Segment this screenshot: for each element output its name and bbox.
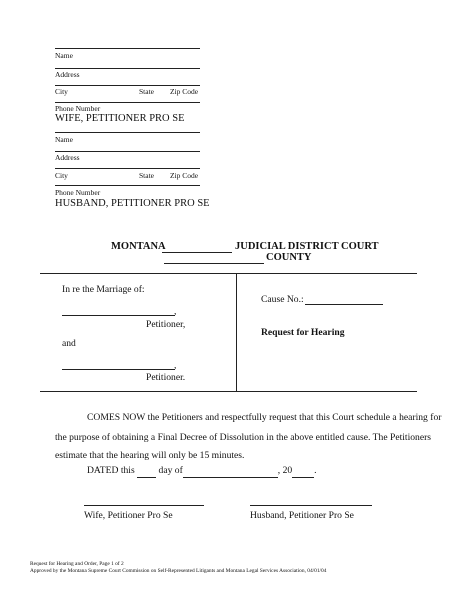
wife-zip-label: Zip Code [170,87,199,96]
year-blank[interactable] [292,465,314,478]
year-prefix: , 20 [277,465,293,476]
county-blank[interactable] [164,263,264,264]
husband-city-label: City [55,171,68,180]
husband-zip-label: Zip Code [170,171,199,180]
court-county: COUNTY [266,252,312,263]
husband-state-label: State [139,171,154,180]
cause-number-blank[interactable] [305,304,383,305]
husband-signature-line[interactable] [250,505,372,506]
wife-state-label: State [139,87,154,96]
wife-address-line[interactable] [55,68,200,69]
caption-bottom-rule [40,391,417,392]
wife-name-label: Name [55,51,73,60]
body-line-2: the purpose of obtaining a Final Decree of Dissolution in the above entitled cause. The Petitioners [55,432,432,443]
body-line-1: COMES NOW the Petitioners and respectfully request that this Court schedule a hearing for [87,412,442,423]
husband-address-label: Address [55,153,80,162]
husband-name-line[interactable] [55,132,200,133]
wife-name-line[interactable] [55,48,200,49]
day-blank[interactable] [137,465,156,478]
husband-signature-label: Husband, Petitioner Pro Se [250,510,354,521]
husband-name-label: Name [55,135,73,144]
marriage-label: In re the Marriage of: [62,284,145,295]
petitioner1-comma: , [174,306,177,317]
dated-label: DATED this [87,465,135,476]
and-label: and [62,338,76,349]
husband-city-line[interactable] [55,168,200,169]
petitioner1-label: Petitioner, [146,319,186,330]
wife-phone-label: Phone Number [55,104,101,113]
district-blank[interactable] [162,252,232,253]
petitioner2-blank[interactable] [62,369,175,370]
court-name: JUDICIAL DISTRICT COURT [235,241,379,252]
wife-phone-line[interactable] [55,102,200,103]
petitioner2-label: Petitioner. [146,372,186,383]
wife-address-label: Address [55,70,80,79]
petitioner1-blank[interactable] [62,315,175,316]
wife-role-label: WIFE, PETITIONER PRO SE [55,113,185,124]
husband-phone-line[interactable] [55,185,200,186]
petitioner2-comma: , [174,360,177,371]
husband-phone-label: Phone Number [55,188,101,197]
caption-top-rule [40,273,417,274]
footer-line-1: Request for Hearing and Order, Page 1 of 2 [30,561,124,567]
wife-signature-label: Wife, Petitioner Pro Se [84,510,173,521]
document-title: Request for Hearing [261,327,345,338]
wife-city-label: City [55,87,68,96]
husband-role-label: HUSBAND, PETITIONER PRO SE [55,198,210,209]
footer-line-2: Approved by the Montana Supreme Court Commission on Self-Represented Litigants and Montana Legal Services Association, 04/01/04 [30,568,327,574]
husband-address-line[interactable] [55,151,200,152]
wife-city-line[interactable] [55,85,200,86]
cause-label: Cause No.: [261,294,304,305]
dated-line: DATED this day of , 20 . [87,465,317,476]
caption-divider [236,273,237,392]
court-state: MONTANA [111,241,166,252]
body-line-3: estimate that the hearing will only be 15 minutes. [55,450,245,461]
day-of-label: day of [158,465,183,476]
wife-signature-line[interactable] [84,505,204,506]
month-blank[interactable] [183,465,278,478]
